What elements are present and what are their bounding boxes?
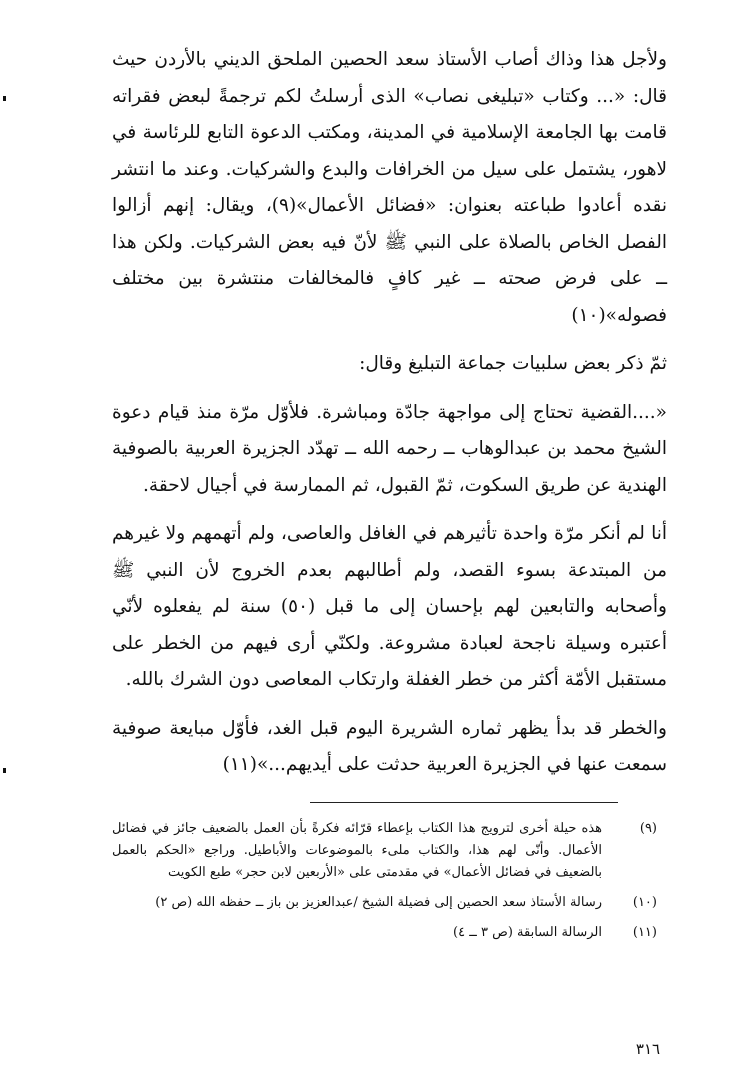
margin-mark-top	[3, 96, 6, 101]
footnote-text: هذه حيلة أخرى لترويج هذا الكتاب بإعطاء قرّائه فكرةً بأن العمل بالضعيف جائز في فضائل الأعمال. وأنّى لهم هذا، والكتاب ملىء بالموضوعات والأباطيل. وراجع «الحكم بالعمل بالضعيف في فضائل الأعمال» في مقدمتى على «الأربعين لابن حجر» طبع الكويت	[112, 821, 602, 880]
footnote-text: الرسالة السابقة (ص ٣ ــ ٤)	[453, 925, 602, 940]
paragraph-3-quote: «....القضية تحتاج إلى مواجهة جادّة ومباشرة. فلأوّل مرّة منذ قيام دعوة الشيخ محمد بن عبدالوهاب ــ رحمه الله ــ تهدّد الجزيرة العربية بالصوفية الهندية عن طريق السكوت، ثمّ القبول، ثم الممارسة في أجيال لاحقة.	[112, 401, 667, 496]
footnote-number: (١١)	[632, 925, 657, 940]
page-number: ٣١٦	[635, 1040, 661, 1058]
footnotes	[112, 818, 657, 952]
footnote-number: (١٠)	[632, 895, 657, 910]
main-text	[112, 42, 667, 796]
paragraph-4: أنا لم أنكر مرّة واحدة تأثيرهم في الغافل والعاصى، ولم أتهمهم ولا غيرهم من المبتدعة بسوء القصد، ولم أطالبهم بعدم الخروج لأن النبي ﷺ وأصحابه والتابعين لهم بإحسان إلى ما قبل (٥٠) سنة لم يفعلوه لأنّي أعتبره وسيلة ناجحة لعبادة مشروعة. ولكنّي أرى فيهم من الخطر على مستقبل الأمّة أكثر من خطر الغفلة وارتكاب المعاصى دون الشرك بالله.	[112, 523, 667, 690]
footnote-number: (٩)	[639, 821, 657, 836]
footnote-divider	[310, 802, 618, 803]
footnote-11	[112, 922, 657, 944]
paragraph-5: والخطر قد بدأ يظهر ثماره الشريرة اليوم قبل الغد، فأوّل مبايعة صوفية سمعت عنها في الجزيرة العربية حدثت على أيديهم...»(١١)	[112, 717, 667, 775]
paragraph-1: ولأجل هذا وذاك أصاب الأستاذ سعد الحصين الملحق الديني بالأردن حيث قال: «... وكتاب «تبليغى نصاب» الذى أرسلتُ لكم ترجمةً لبعض فقراته قامت بها الجامعة الإسلامية في المدينة، ومكتب الدعوة التابع للرئاسة في لاهور، يشتمل على سيل من الخرافات والبدع والشركيات. وعند ما انتشر نقده أعادوا طباعته بعنوان: «فضائل الأعمال»(٩)، ويقال: إنهم أزالوا الفصل الخاص بالصلاة على النبي ﷺ لأنّ فيه بعض الشركيات. ولكن هذا ــ على فرض صحته ــ غير كافٍ فالمخالفات منتشرة بين مختلف فصوله»(١٠)	[112, 49, 667, 326]
margin-mark-bottom	[3, 768, 6, 773]
footnote-9	[112, 818, 657, 884]
footnote-10	[112, 892, 657, 914]
footnote-text: رسالة الأستاذ سعد الحصين إلى فضيلة الشيخ /عبدالعزيز بن باز ــ حفظه الله (ص ٢)	[155, 895, 602, 910]
paragraph-2: ثمّ ذكر بعض سلبيات جماعة التبليغ وقال:	[359, 353, 667, 374]
